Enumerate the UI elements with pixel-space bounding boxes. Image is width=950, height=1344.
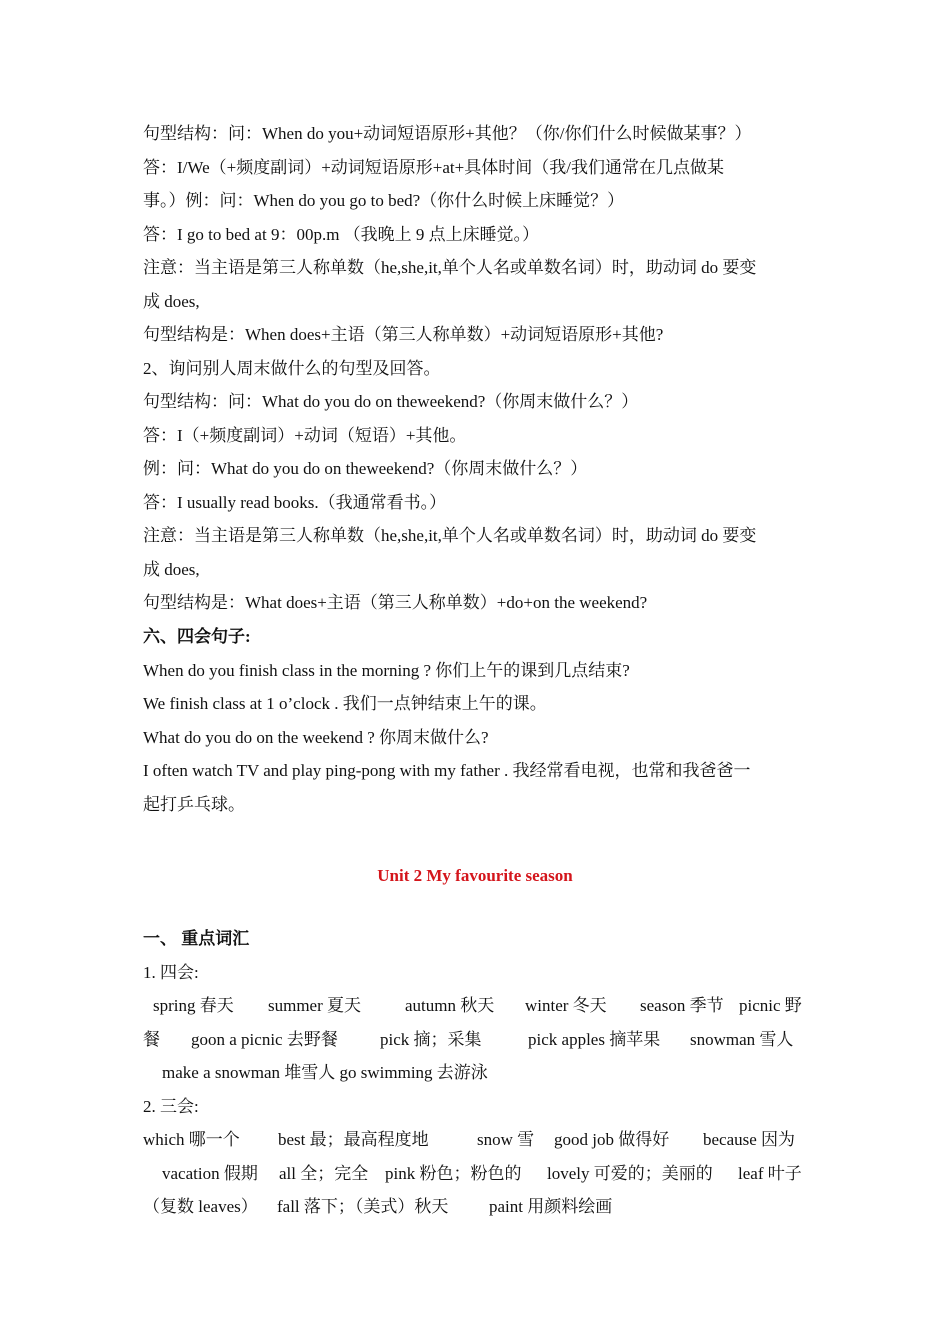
vocab-item: goon a picnic 去野餐 bbox=[191, 1030, 338, 1049]
sentence-line: When do you finish class in the morning ? 你们上午的课到几点结束? bbox=[143, 661, 630, 680]
text-line: 2、询问别人周末做什么的句型及回答。 bbox=[143, 359, 441, 378]
text-line: 答：I usually read books.（我通常看书。） bbox=[143, 493, 447, 512]
text-line: 答：I/We（+频度副词）+动词短语原形+at+具体时间（我/我们通常在几点做某 bbox=[143, 158, 724, 177]
vocab-item: all 全；完全 bbox=[279, 1164, 369, 1183]
vocab-item: which 哪一个 bbox=[143, 1130, 240, 1149]
vocab-item: season 季节 bbox=[640, 996, 724, 1015]
vocab-item: snowman 雪人 bbox=[690, 1030, 794, 1049]
vocab-item: leaf 叶子 bbox=[738, 1164, 802, 1183]
text-line: 句型结构是：What does+主语（第三人称单数）+do+on the weekend? bbox=[143, 593, 648, 612]
text-line: 句型结构：问：When do you+动词短语原形+其他？（你/你们什么时候做某事？） bbox=[143, 124, 752, 143]
vocab-item: summer 夏天 bbox=[268, 996, 362, 1015]
vocab-item: winter 冬天 bbox=[525, 996, 607, 1015]
text-line: 例：问：What do you do on theweekend?（你周末做什么？） bbox=[143, 459, 588, 478]
vocab-item: picnic 野 bbox=[739, 996, 802, 1015]
sentence-line: I often watch TV and play ping-pong with my father . 我经常看电视，也常和我爸爸一 bbox=[143, 761, 751, 780]
vocab-item: snow 雪 bbox=[477, 1130, 535, 1149]
vocab-label: 1. 四会: bbox=[143, 963, 199, 982]
vocab-item: make a snowman 堆雪人 go swimming 去游泳 bbox=[162, 1063, 488, 1082]
vocab-item: lovely 可爱的；美丽的 bbox=[547, 1164, 713, 1183]
text-line: 句型结构是：When does+主语（第三人称单数）+动词短语原形+其他? bbox=[143, 325, 664, 344]
vocab-item: fall 落下；（美式）秋天 bbox=[277, 1197, 449, 1216]
vocab-item: （复数 leaves） bbox=[143, 1197, 258, 1216]
text-line: 答：I（+频度副词）+动词（短语）+其他。 bbox=[143, 426, 467, 445]
vocab-item: autumn 秋天 bbox=[405, 996, 495, 1015]
text-line: 答：I go to bed at 9：00p.m （我晚上 9 点上床睡觉。） bbox=[143, 225, 540, 244]
vocab-item: pink 粉色；粉色的 bbox=[385, 1164, 522, 1183]
section-heading: 一、 重点词汇 bbox=[143, 929, 250, 948]
vocab-item: pick apples 摘苹果 bbox=[528, 1030, 661, 1049]
vocab-item: vacation 假期 bbox=[162, 1164, 258, 1183]
vocab-item: pick 摘；采集 bbox=[380, 1030, 482, 1049]
vocab-item: spring 春天 bbox=[153, 996, 234, 1015]
text-line: 注意：当主语是第三人称单数（he,she,it,单个人名或单数名词）时，助动词 do 要变 bbox=[143, 526, 757, 545]
vocab-item: 餐 bbox=[143, 1030, 160, 1049]
unit-title: Unit 2 My favourite season bbox=[377, 866, 573, 885]
vocab-item: paint 用颜料绘画 bbox=[489, 1197, 613, 1216]
text-line: 成 does, bbox=[143, 292, 200, 311]
sentence-line: 起打乒乓球。 bbox=[143, 795, 245, 814]
vocab-item: best 最；最高程度地 bbox=[278, 1130, 429, 1149]
sentence-line: What do you do on the weekend ? 你周末做什么? bbox=[143, 728, 489, 747]
sentence-line: We finish class at 1 o’clock . 我们一点钟结束上午的课。 bbox=[143, 694, 547, 713]
text-line: 注意：当主语是第三人称单数（he,she,it,单个人名或单数名词）时，助动词 do 要变 bbox=[143, 258, 757, 277]
vocab-item: because 因为 bbox=[703, 1130, 796, 1149]
section-heading: 六、四会句子: bbox=[143, 627, 251, 646]
text-line: 成 does, bbox=[143, 560, 200, 579]
text-line: 句型结构：问：What do you do on theweekend?（你周末做什么？） bbox=[143, 392, 639, 411]
vocab-label: 2. 三会: bbox=[143, 1097, 199, 1116]
vocab-item: good job 做得好 bbox=[554, 1130, 670, 1149]
text-line: 事。）例：问：When do you go to bed?（你什么时候上床睡觉？） bbox=[143, 191, 625, 210]
